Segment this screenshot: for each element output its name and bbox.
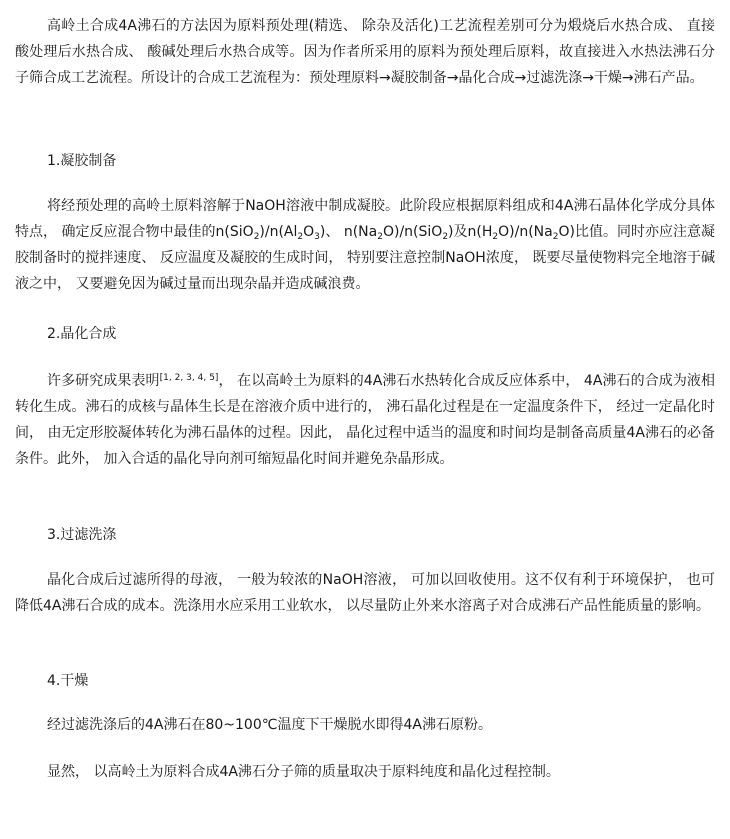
section-heading-crystallization: 2.晶化合成 — [47, 326, 117, 342]
conclusion-paragraph: 显然， 以高岭土为原料合成4A沸石分子筛的质量取决于原料纯度和晶化过程控制。 — [47, 764, 560, 780]
section-heading-drying: 4.干燥 — [47, 673, 89, 689]
crystallization-paragraph: 许多研究成果表明[1, 2, 3, 4, 5]， 在以高岭土为原料的4A沸石水热转化合成反应体系中， 4A沸石的合成为液相转化生成。沸石的成核与晶体生长是在溶液介质中进行的， 沸石晶化过程是在一定温度条件下， 经过一定晶化时间， 由无定形胶凝体转化为沸石晶体的过程。因此， 晶化过程中适当的温度和时间均是制备高质量4A沸石的必备条件。此外， 加入合适的晶化导向剂可缩短晶化时间并避免杂晶形成。 — [15, 373, 716, 467]
drying-paragraph: 经过滤洗涤后的4A沸石在80~100℃温度下干燥脱水即得4A沸石原粉。 — [47, 717, 492, 733]
gel-preparation-paragraph: 将经预处理的高岭土原料溶解于NaOH溶液中制成凝胶。此阶段应根据原料组成和4A沸石晶体化学成分具体特点， 确定反应混合物中最佳的$n(SiO_2)/n(Al_2O_3)$、 $n(Na_2O)/n(SiO_2)$及$n(H_2O)/n(Na_2O)$比值。同时亦应注意凝胶制备时的搅拌速度、 反应温度及凝胶的生成时间， 特别要注意控制NaOH浓度， 既要尽量使物料完全地溶于碱液之中， 又要避免因为碱过量而出现杂晶并造成碱浪费。 — [15, 198, 715, 292]
intro-paragraph: 高岭土合成4A沸石的方法因为原料预处理(精选、 除杂及活化)工艺流程差别可分为煅烧后水热合成、 直接酸处理后水热合成、 酸碱处理后水热合成等。因为作者所采用的原料为预处理后原料，故直接进入水热法沸石分子筛合成工艺流程。所设计的合成工艺流程为：预处理原料→凝胶制备→晶化合成→过滤洗涤→干燥→沸石产品。 — [15, 18, 715, 86]
section-heading-gel-preparation: 1.凝胶制备 — [47, 153, 117, 169]
section-heading-filtration-washing: 3.过滤洗涤 — [47, 527, 117, 543]
citation-reference[interactable]: [1, 2, 3, 4, 5] — [159, 373, 219, 383]
filtration-washing-paragraph: 晶化合成后过滤所得的母液， 一般为较浓的NaOH溶液， 可加以回收使用。这不仅有利于环境保护， 也可降低4A沸石合成的成本。洗涤用水应采用工业软水， 以尽量防止外来水溶离子对合成沸石产品性能质量的影响。 — [15, 572, 715, 614]
